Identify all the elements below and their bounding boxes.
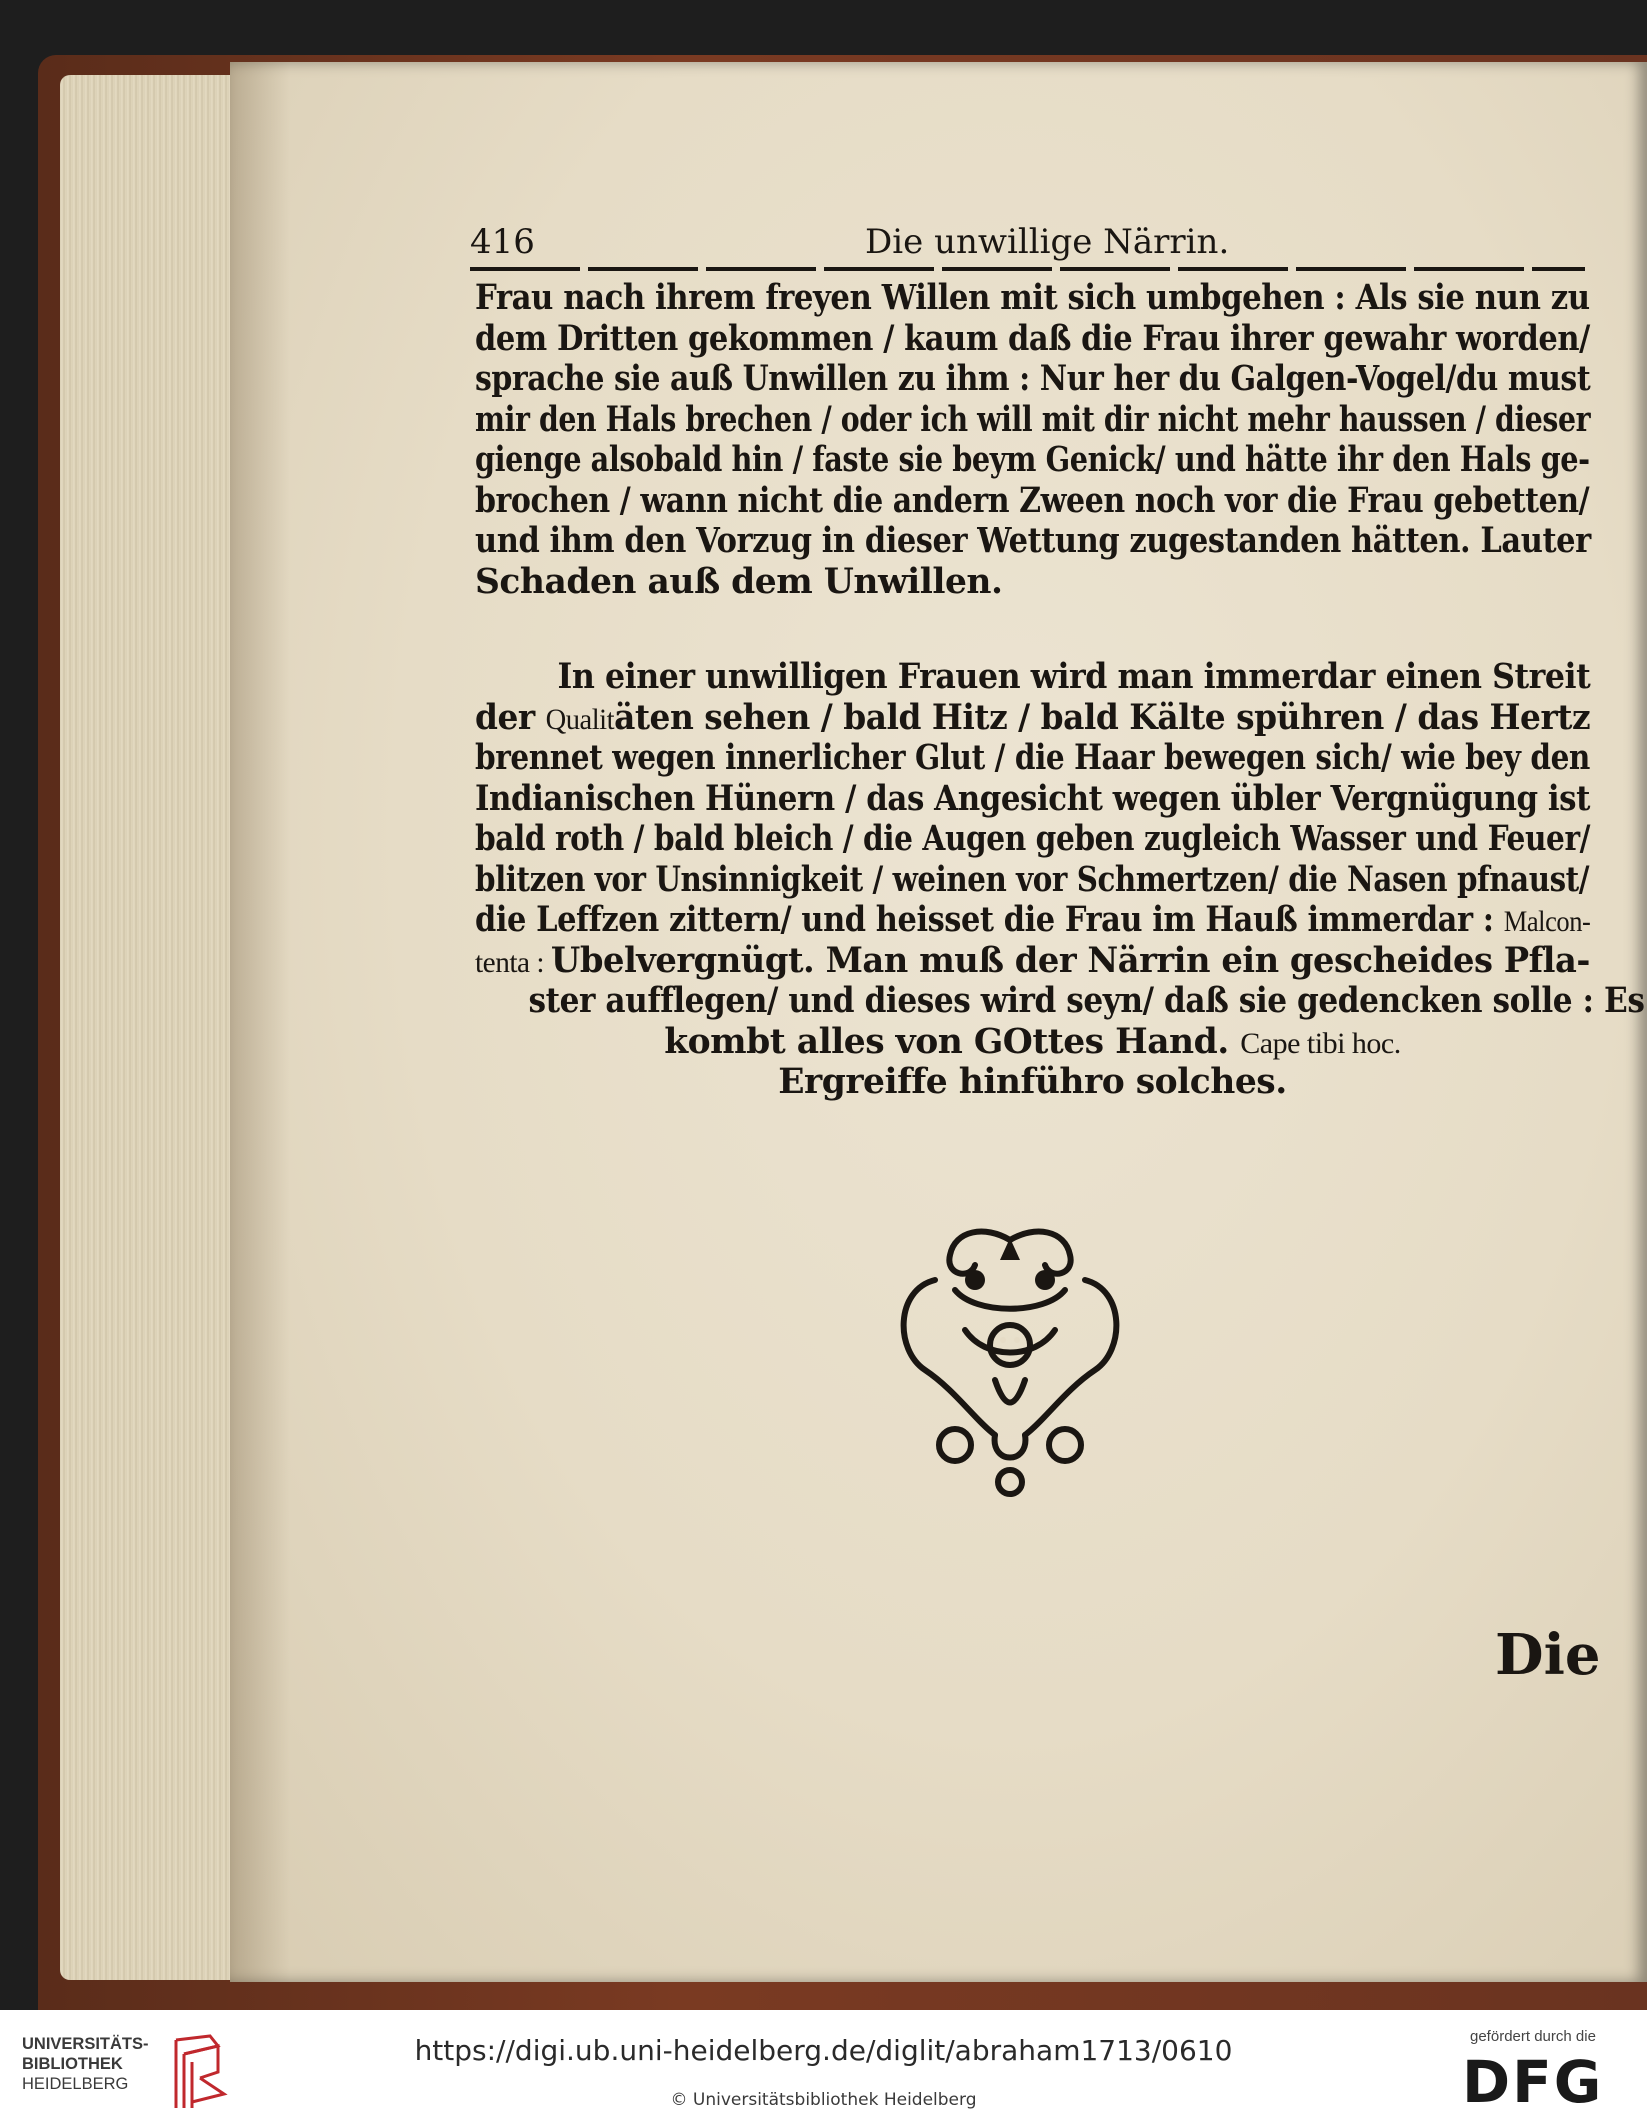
latin-segment: Qualit — [545, 702, 615, 736]
text-segment: kombt alles von GOttes Hand. — [664, 1021, 1241, 1062]
dfg-logo[interactable]: DFG — [1462, 2048, 1604, 2116]
funding-label: gefördert durch die — [1470, 2028, 1596, 2045]
library-line-3: HEIDELBERG — [22, 2075, 129, 2093]
gutter-shadow — [230, 62, 290, 1982]
text-line: ster aufflegen/ und dieses wird seyn/ daß sie gedencken solle : Es — [528, 981, 1645, 1021]
latin-segment: Malcon- — [1503, 905, 1591, 938]
latin-segment: tenta : — [475, 945, 551, 979]
text-line: bald roth / bald bleich / die Augen geben zugleich Wasser und Feuer/ — [475, 819, 1590, 859]
text-line: brennet wegen innerlicher Glut / die Haar bewegen sich/ wie bey den — [475, 738, 1590, 778]
header-rule — [470, 267, 1585, 271]
ornament-icon — [895, 1220, 1125, 1500]
body-text — [475, 278, 1645, 1103]
text-line: Schaden auß dem Unwillen. — [475, 561, 1003, 602]
latin-segment: Cape tibi hoc. — [1240, 1026, 1401, 1060]
library-line-1: UNIVERSITÄTS- — [22, 2035, 149, 2053]
paragraph-gap — [475, 602, 1590, 657]
text-line: In einer unwilligen Frauen wird man immerdar einen Streit — [557, 657, 1591, 697]
permalink-url[interactable]: https://digi.ub.uni-heidelberg.de/diglit/abraham1713/0610 — [414, 2034, 1233, 2067]
text-segment: äten sehen / bald Hitz / bald Kälte spühren / das Hertz — [614, 697, 1591, 738]
page-header — [470, 222, 1585, 270]
text-line: und ihm den Vorzug in dieser Wettung zugestanden hätten. Lauter — [475, 521, 1591, 561]
text-line — [475, 900, 1591, 941]
text-line — [475, 1022, 1590, 1063]
text-line: brochen / wann nicht die andern Zween noch vor die Frau gebetten/ — [475, 480, 1590, 521]
viewer-footer — [0, 2010, 1647, 2128]
text-line: sprache sie auß Unwillen zu ihm : Nur her du Galgen-Vogel/du must — [475, 359, 1591, 399]
copyright-notice: © Universitätsbibliothek Heidelberg — [670, 2090, 977, 2110]
page-number: 416 — [470, 222, 535, 262]
text-segment: der — [475, 697, 546, 738]
text-line: Indianischen Hünern / das Angesicht wegen übler Vergnügung ist — [475, 778, 1590, 819]
text-line: Frau nach ihrem freyen Willen mit sich umbgehen : Als sie nun zu — [475, 278, 1590, 318]
running-title: Die unwillige Närrin. — [865, 222, 1230, 262]
text-line — [475, 697, 1591, 739]
text-line — [475, 940, 1590, 982]
text-segment: die Leffzen zittern/ und heisset die Frau im Hauß immerdar : — [475, 900, 1504, 940]
library-line-2: BIBLIOTHEK — [22, 2055, 123, 2073]
text-line: mir den Hals brechen / oder ich will mit dir nicht mehr haussen / dieser — [475, 399, 1591, 440]
catchword: Die — [1495, 1622, 1601, 1688]
text-line: blitzen vor Unsinnigkeit / weinen vor Schmertzen/ die Nasen pfnaust/ — [475, 859, 1590, 900]
text-line: dem Dritten gekommen / kaum daß die Frau ihrer gewahr worden/ — [475, 318, 1590, 359]
text-line: gienge alsobald hin / faste sie beym Genick/ und hätte ihr den Hals ge- — [475, 440, 1590, 480]
text-segment: Ubelvergnügt. Man muß der Närrin ein gescheides Pfla- — [550, 940, 1590, 981]
text-line: Ergreiffe hinführo solches. — [778, 1062, 1287, 1102]
